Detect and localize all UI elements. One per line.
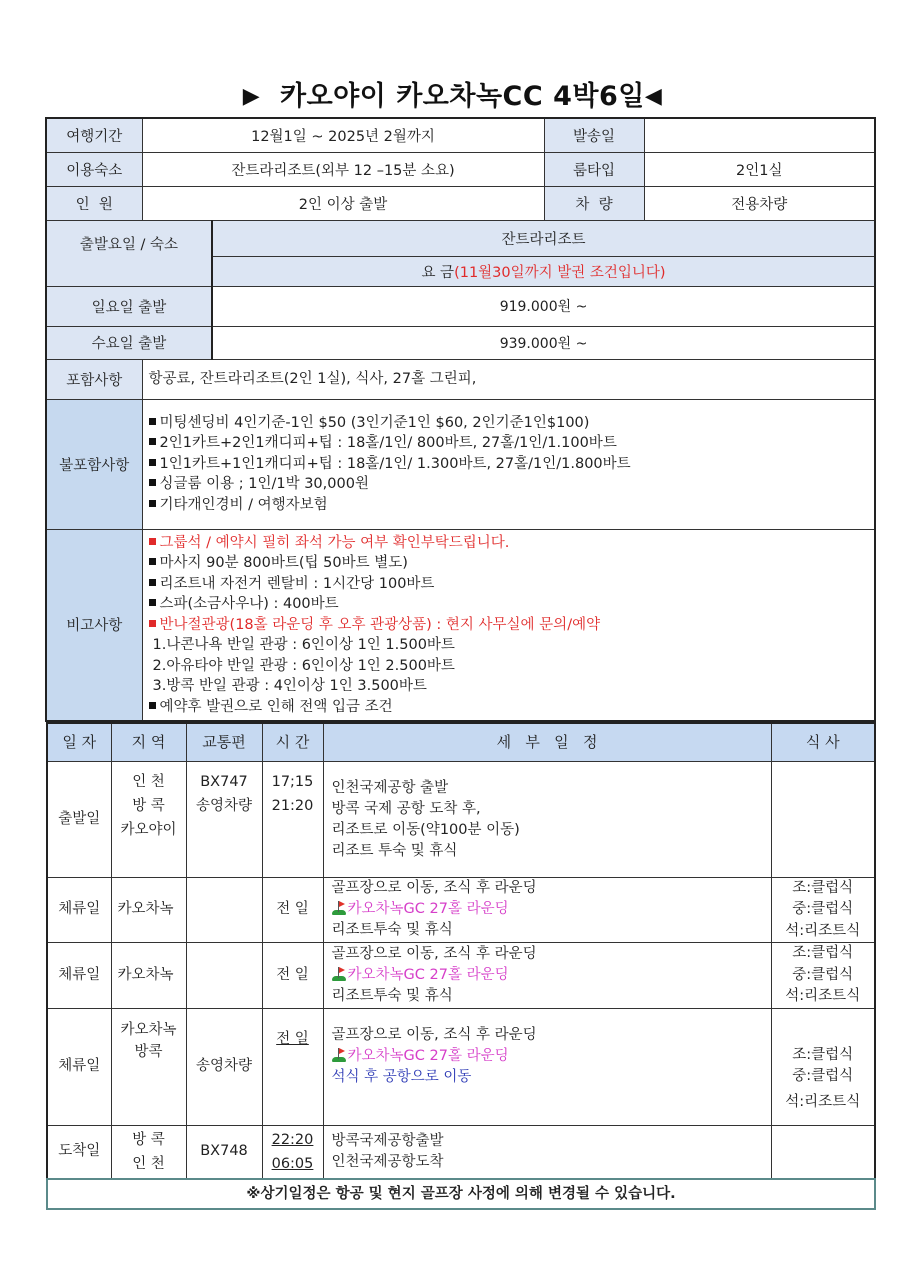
hotel-label: 이용숙소 xyxy=(46,152,142,186)
bullet-icon xyxy=(149,438,156,445)
bullet-icon xyxy=(149,579,156,586)
transport-cell: BX748 xyxy=(186,1125,262,1179)
meals-cell: 조:클럽식 중:클럽식 석:리조트식 xyxy=(771,943,875,1009)
golf-flag-icon xyxy=(332,901,346,915)
region-cell: 카오차녹 xyxy=(111,877,186,943)
period-label: 여행기간 xyxy=(46,118,142,152)
list-item: 3.방콕 반일 관광 : 4인이상 1인 3.500바트 xyxy=(152,678,427,694)
meals-cell xyxy=(771,1125,875,1179)
included-label: 포함사항 xyxy=(46,359,142,399)
rate-price: 919.000원 ~ xyxy=(212,286,875,326)
time-cell: 전 일 xyxy=(262,1008,323,1125)
golf-flag-icon xyxy=(332,1048,346,1062)
day-cell: 도착일 xyxy=(47,1125,111,1179)
header-region: 지 역 xyxy=(111,723,186,761)
remarks-list xyxy=(142,529,875,721)
day-cell: 출발일 xyxy=(47,761,111,877)
transport-cell xyxy=(186,943,262,1009)
header-details: 세 부 일 정 xyxy=(323,723,771,761)
vehicle-value: 전용차량 xyxy=(644,186,875,220)
header-transport: 교통편 xyxy=(186,723,262,761)
region-cell: 인 천 방 콕 카오야이 xyxy=(111,761,186,877)
remarks-row xyxy=(46,529,875,721)
bullet-icon xyxy=(149,500,156,507)
fee-label: 요 금 xyxy=(421,264,455,281)
bullet-icon xyxy=(149,558,156,565)
fee-cell xyxy=(212,256,875,286)
meals-cell xyxy=(771,761,875,877)
rate-row xyxy=(46,326,875,359)
schedule-header-row xyxy=(47,723,875,761)
included-row xyxy=(46,359,875,399)
time-cell: 17;15 21:20 xyxy=(262,761,323,877)
bullet-icon xyxy=(149,702,156,709)
list-item: 리조트내 자전거 렌탈비 : 1시간당 100바트 xyxy=(149,574,875,595)
rate-day: 일요일 출발 xyxy=(46,286,212,326)
list-item: 마사지 90분 800바트(팁 50바트 별도) xyxy=(149,553,875,574)
red-bullet-icon xyxy=(149,538,156,545)
details-cell: 골프장으로 이동, 조식 후 라운딩 카오차녹GC 27홀 라운딩 석식 후 공항으로 이동 xyxy=(323,1008,771,1125)
list-item: 기타개인경비 / 여행자보험 xyxy=(149,495,875,516)
list-item: 미팅센딩비 4인기준-1인 $50 (3인기준1인 $60, 2인기준1인$100) xyxy=(149,413,875,434)
red-bullet-icon xyxy=(149,620,156,627)
day-cell: 체류일 xyxy=(47,877,111,943)
list-item: 1.나콘나욕 반일 관광 : 6인이상 1인 1.500바트 xyxy=(152,637,455,653)
details-cell: 골프장으로 이동, 조식 후 라운딩 카오차녹GC 27홀 라운딩 리조트투숙 및 휴식 xyxy=(323,877,771,943)
list-item: 그룹석 / 예약시 필히 좌석 가능 여부 확인부탁드립니다. xyxy=(149,533,875,554)
send-date-value xyxy=(644,118,875,152)
list-item: 2인1카트+2인1캐디피+팁 : 18홀/1인/ 800바트, 27홀/1인/1.100바트 xyxy=(149,433,875,454)
meals-cell: 조:클럽식 중:클럽식 석:리조트식 xyxy=(771,1008,875,1125)
header-time: 시 간 xyxy=(262,723,323,761)
time-cell: 전 일 xyxy=(262,877,323,943)
vehicle-label: 차 량 xyxy=(544,186,644,220)
list-item: 1인1카트+1인1캐디피+팁 : 18홀/1인/ 1.300바트, 27홀/1인/1.800바트 xyxy=(149,454,875,475)
bullet-icon xyxy=(149,418,156,425)
rate-header-row xyxy=(46,220,875,256)
excluded-list xyxy=(142,399,875,529)
list-item: 싱글룸 이용 ; 1인/1박 30,000원 xyxy=(149,474,875,495)
bullet-icon xyxy=(149,479,156,486)
hotel-row xyxy=(46,152,875,186)
people-row xyxy=(46,186,875,220)
region-cell: 카오차녹 방콕 xyxy=(111,1008,186,1125)
included-text: 항공료, 잔트라리조트(2인 1실), 식사, 27홀 그린피, xyxy=(142,359,875,399)
meals-cell: 조:클럽식 중:클럽식 석:리조트식 xyxy=(771,877,875,943)
people-value: 2인 이상 출발 xyxy=(142,186,544,220)
rate-price: 939.000원 ~ xyxy=(212,326,875,359)
list-item: 2.아유타야 반일 관광 : 6인이상 1인 2.500바트 xyxy=(152,657,455,674)
table-row xyxy=(47,761,875,877)
time-cell: 22:20 06:05 xyxy=(262,1125,323,1179)
bullet-icon xyxy=(149,599,156,606)
transport-cell xyxy=(186,877,262,943)
schedule-table xyxy=(46,722,876,1210)
room-type-label: 룸타입 xyxy=(544,152,644,186)
transport-cell: 송영차량 xyxy=(186,1008,262,1125)
region-cell: 카오차녹 xyxy=(111,943,186,1009)
rate-row xyxy=(46,286,875,326)
period-value: 12월1일 ~ 2025년 2월까지 xyxy=(142,118,544,152)
rate-hotel-name: 잔트라리조트 xyxy=(212,220,875,256)
room-type-value: 2인1실 xyxy=(644,152,875,186)
header-day: 일 자 xyxy=(47,723,111,761)
page-title xyxy=(0,74,905,113)
hotel-value: 잔트라리조트(외부 12 –15분 소요) xyxy=(142,152,544,186)
excluded-label: 불포함사항 xyxy=(46,399,142,529)
table-row xyxy=(47,1008,875,1125)
day-cell: 체류일 xyxy=(47,1008,111,1125)
rate-day: 수요일 출발 xyxy=(46,326,212,359)
excluded-row xyxy=(46,399,875,529)
send-date-label: 발송일 xyxy=(544,118,644,152)
people-label: 인 원 xyxy=(46,186,142,220)
schedule-footer-row xyxy=(47,1179,875,1209)
title-text: 카오야이 카오차녹CC 4박6일 xyxy=(279,81,645,112)
details-cell: 골프장으로 이동, 조식 후 라운딩 카오차녹GC 27홀 라운딩 리조트투숙 및 휴식 xyxy=(323,943,771,1009)
table-row xyxy=(47,877,875,943)
details-cell: 방콕국제공항출발 인천국제공항도착 xyxy=(323,1125,771,1179)
right-triangle-icon: ▶ xyxy=(242,84,261,109)
tour-info-table xyxy=(45,117,876,722)
schedule-footer-note: ※상기일정은 항공 및 현지 골프장 사정에 의해 변경될 수 있습니다. xyxy=(47,1179,875,1209)
left-triangle-icon: ◀ xyxy=(644,84,663,109)
time-cell: 전 일 xyxy=(262,943,323,1009)
transport-cell: BX747 송영차량 xyxy=(186,761,262,877)
details-cell: 인천국제공항 출발 방콕 국제 공항 도착 후, 리조트로 이동(약100분 이동) 리조트 투숙 및 휴식 xyxy=(323,761,771,877)
day-cell: 체류일 xyxy=(47,943,111,1009)
table-row xyxy=(47,1125,875,1179)
fee-note: (11월30일까지 발권 조건입니다) xyxy=(454,264,666,281)
golf-flag-icon xyxy=(332,967,346,981)
region-cell: 방 콕 인 천 xyxy=(111,1125,186,1179)
list-item: 예약후 발권으로 인해 전액 입금 조건 xyxy=(149,697,875,718)
list-item: 스파(소금사우나) : 400바트 xyxy=(149,594,875,615)
rate-header-label: 출발요일 / 숙소 xyxy=(46,220,212,286)
period-row xyxy=(46,118,875,152)
remarks-label: 비고사항 xyxy=(46,529,142,721)
bullet-icon xyxy=(149,459,156,466)
header-meals: 식 사 xyxy=(771,723,875,761)
list-item: 반나절관광(18홀 라운딩 후 오후 관광상품) : 현지 사무실에 문의/예약 xyxy=(149,615,875,636)
table-row xyxy=(47,943,875,1009)
